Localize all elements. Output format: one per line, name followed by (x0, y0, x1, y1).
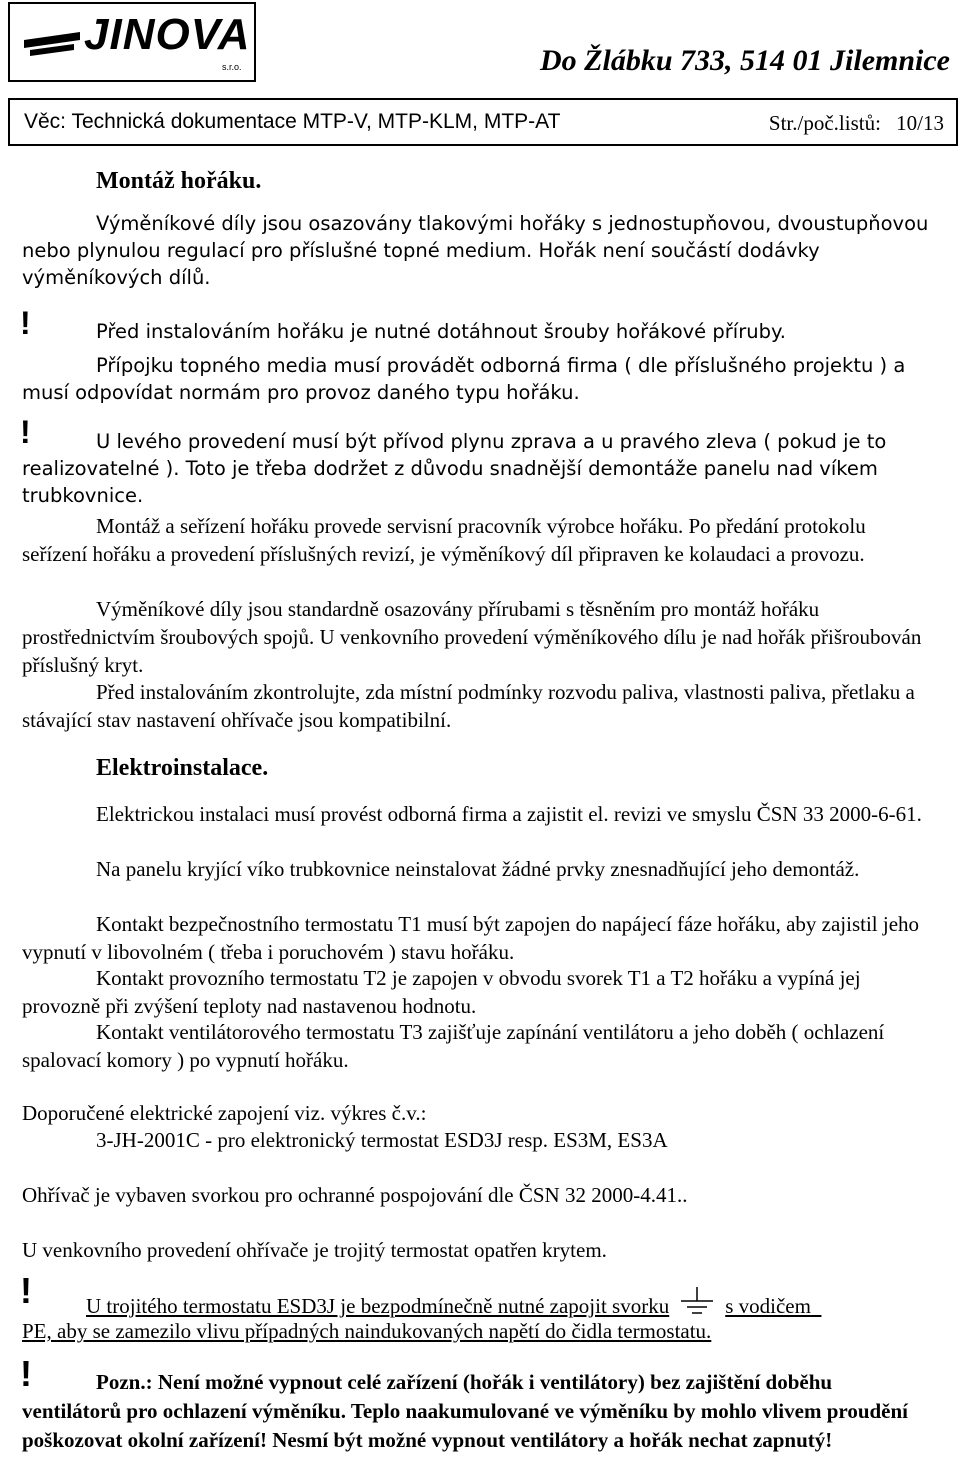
paragraph-text: Kontakt provozního termostatu T2 je zapojen v obvodu svorek T1 a T2 hořáku a vypíná jej provozně při zvýšení teploty nad nastavenou hodnotu. (22, 966, 861, 1018)
warning-paragraph (22, 428, 932, 509)
paragraph (22, 512, 932, 568)
page-count (769, 111, 944, 136)
company-logo (8, 2, 256, 82)
warning-text: Před instalováním hořáku je nutné dotáhnout šrouby hořákové příruby. (96, 320, 786, 343)
paragraph-text: Kontakt bezpečnostního termostatu T1 musí být zapojen do napájecí fáze hořáku, aby zajistil jeho vypnutí v libovolném ( třeba i poruchovém ) stavu hořáku. (22, 912, 920, 964)
paragraph-text: Na panelu kryjící víko trubkovnice neinstalovat žádné prvky znesnadňující jeho demontáž. (96, 857, 860, 881)
paragraph: U venkovního provedení ohřívače je trojitý termostat opatřen krytem. (22, 1238, 607, 1262)
logo-mark-icon (24, 26, 84, 56)
section-title-electrical: Elektroinstalace. (96, 755, 269, 781)
paragraph-text: Výměníkové díly jsou osazovány tlakovými hořáky s jednostupňovou, dvoustupňovou nebo plynulou regulací pro příslušné topné medium. Hořák není součástí dodávky výměníkových dílů. (22, 212, 929, 289)
subject-text: Věc: Technická dokumentace MTP-V, MTP-KLM, MTP-AT (24, 110, 561, 133)
recommended-wiring-item: 3-JH-2001C - pro elektronický termostat ESD3J resp. ES3M, ES3A (96, 1128, 668, 1152)
note-text: Není možné vypnout celé zařízení (hořák i ventilátory) bez zajištění doběhu ventilátorů pro ochlazení výměníku. Teplo naakumulované ve výměníku by mohlo vlivem proudění poškozovat okolní zařízení! Nesmí být možné vypnout ventilátory a hořák nechat zapnutý! (22, 1370, 909, 1452)
paragraph-text: Před instalováním zkontrolujte, zda místní podmínky rozvodu paliva, vlastnosti paliva, přetlaku a stávající stav nastavení ohřívače jsou kompatibilní. (22, 680, 915, 732)
paragraph (22, 964, 932, 1020)
paragraph-text: Přípojku topného media musí provádět odborná firma ( dle příslušného projektu ) a musí odpovídat normám pro provoz daného typu hořáku. (22, 354, 906, 404)
paragraph (22, 1018, 932, 1074)
paragraph (22, 910, 932, 966)
exclamation-icon: ! (20, 414, 31, 450)
note-label: Pozn.: (96, 1370, 153, 1394)
paragraph-text: Výměníkové díly jsou standardně osazovány přírubami s těsněním pro montáž hořáku prostřednictvím šroubových spojů. U venkovního provedení výměníkového dílu je nad hořák přišroubován příslušný kryt. (22, 597, 922, 677)
warning-paragraph (86, 1287, 946, 1320)
paragraph-text: Kontakt ventilátorového termostatu T3 zajišťuje zapínání ventilátoru a jeho doběh ( ochlazení spalovací komory ) po vypnutí hořáku. (22, 1020, 885, 1072)
paragraph (22, 595, 932, 679)
logo-text: JINOVA (84, 10, 251, 59)
paragraph (22, 352, 932, 406)
warning-paragraph (22, 318, 932, 345)
recommended-wiring: Doporučené elektrické zapojení viz. výkres č.v.: (22, 1101, 427, 1125)
paragraph (22, 210, 932, 291)
exclamation-icon: ! (20, 1270, 32, 1311)
page-count-value: 10/13 (896, 111, 944, 135)
warning-text-cont: s vodičem (725, 1294, 811, 1318)
paragraph (22, 855, 932, 883)
paragraph: Ohřívač je vybaven svorkou pro ochranné pospojování dle ČSN 32 2000-4.41.. (22, 1183, 688, 1207)
warning-text-cont: Toto je třeba dodržet z důvodu snadnější demontáže panelu nad víkem trubkovnice. (22, 457, 878, 507)
warning-paragraph-cont: PE, aby se zamezilo vlivu případných naindukovaných napětí do čidla termostatu. (22, 1319, 712, 1343)
logo-subtext: s.r.o. (222, 62, 242, 72)
ground-terminal-icon (677, 1287, 717, 1317)
paragraph-text: Elektrickou instalaci musí provést odborná firma a zajistit el. revizi ve smyslu ČSN 33 2000-6-61. (96, 802, 922, 826)
warning-text: U levého provedení musí být přívod plynu zprava a u pravého zleva ( pokud je to realizovatelné ). (22, 430, 887, 480)
note-paragraph (22, 1368, 932, 1455)
paragraph-text: Montáž a seřízení hořáku provede servisní pracovník výrobce hořáku. Po předání protokolu seřízení hořáku a provedení příslušných revizí, je výměníkový díl připraven ke kolaudaci a provozu. (22, 514, 866, 566)
exclamation-icon: ! (20, 1353, 32, 1394)
warning-text: U trojitého termostatu ESD3J je bezpodmínečně nutné zapojit svorku (86, 1294, 670, 1318)
subject-bar (8, 98, 958, 146)
paragraph (22, 678, 932, 734)
company-address: Do Žlábku 733, 514 01 Jilemnice (540, 44, 950, 77)
section-title-burner: Montáž hořáku. (96, 168, 262, 194)
paragraph (22, 800, 932, 828)
page-count-label: Str./poč.listů: (768, 111, 881, 135)
exclamation-icon: ! (20, 305, 31, 341)
